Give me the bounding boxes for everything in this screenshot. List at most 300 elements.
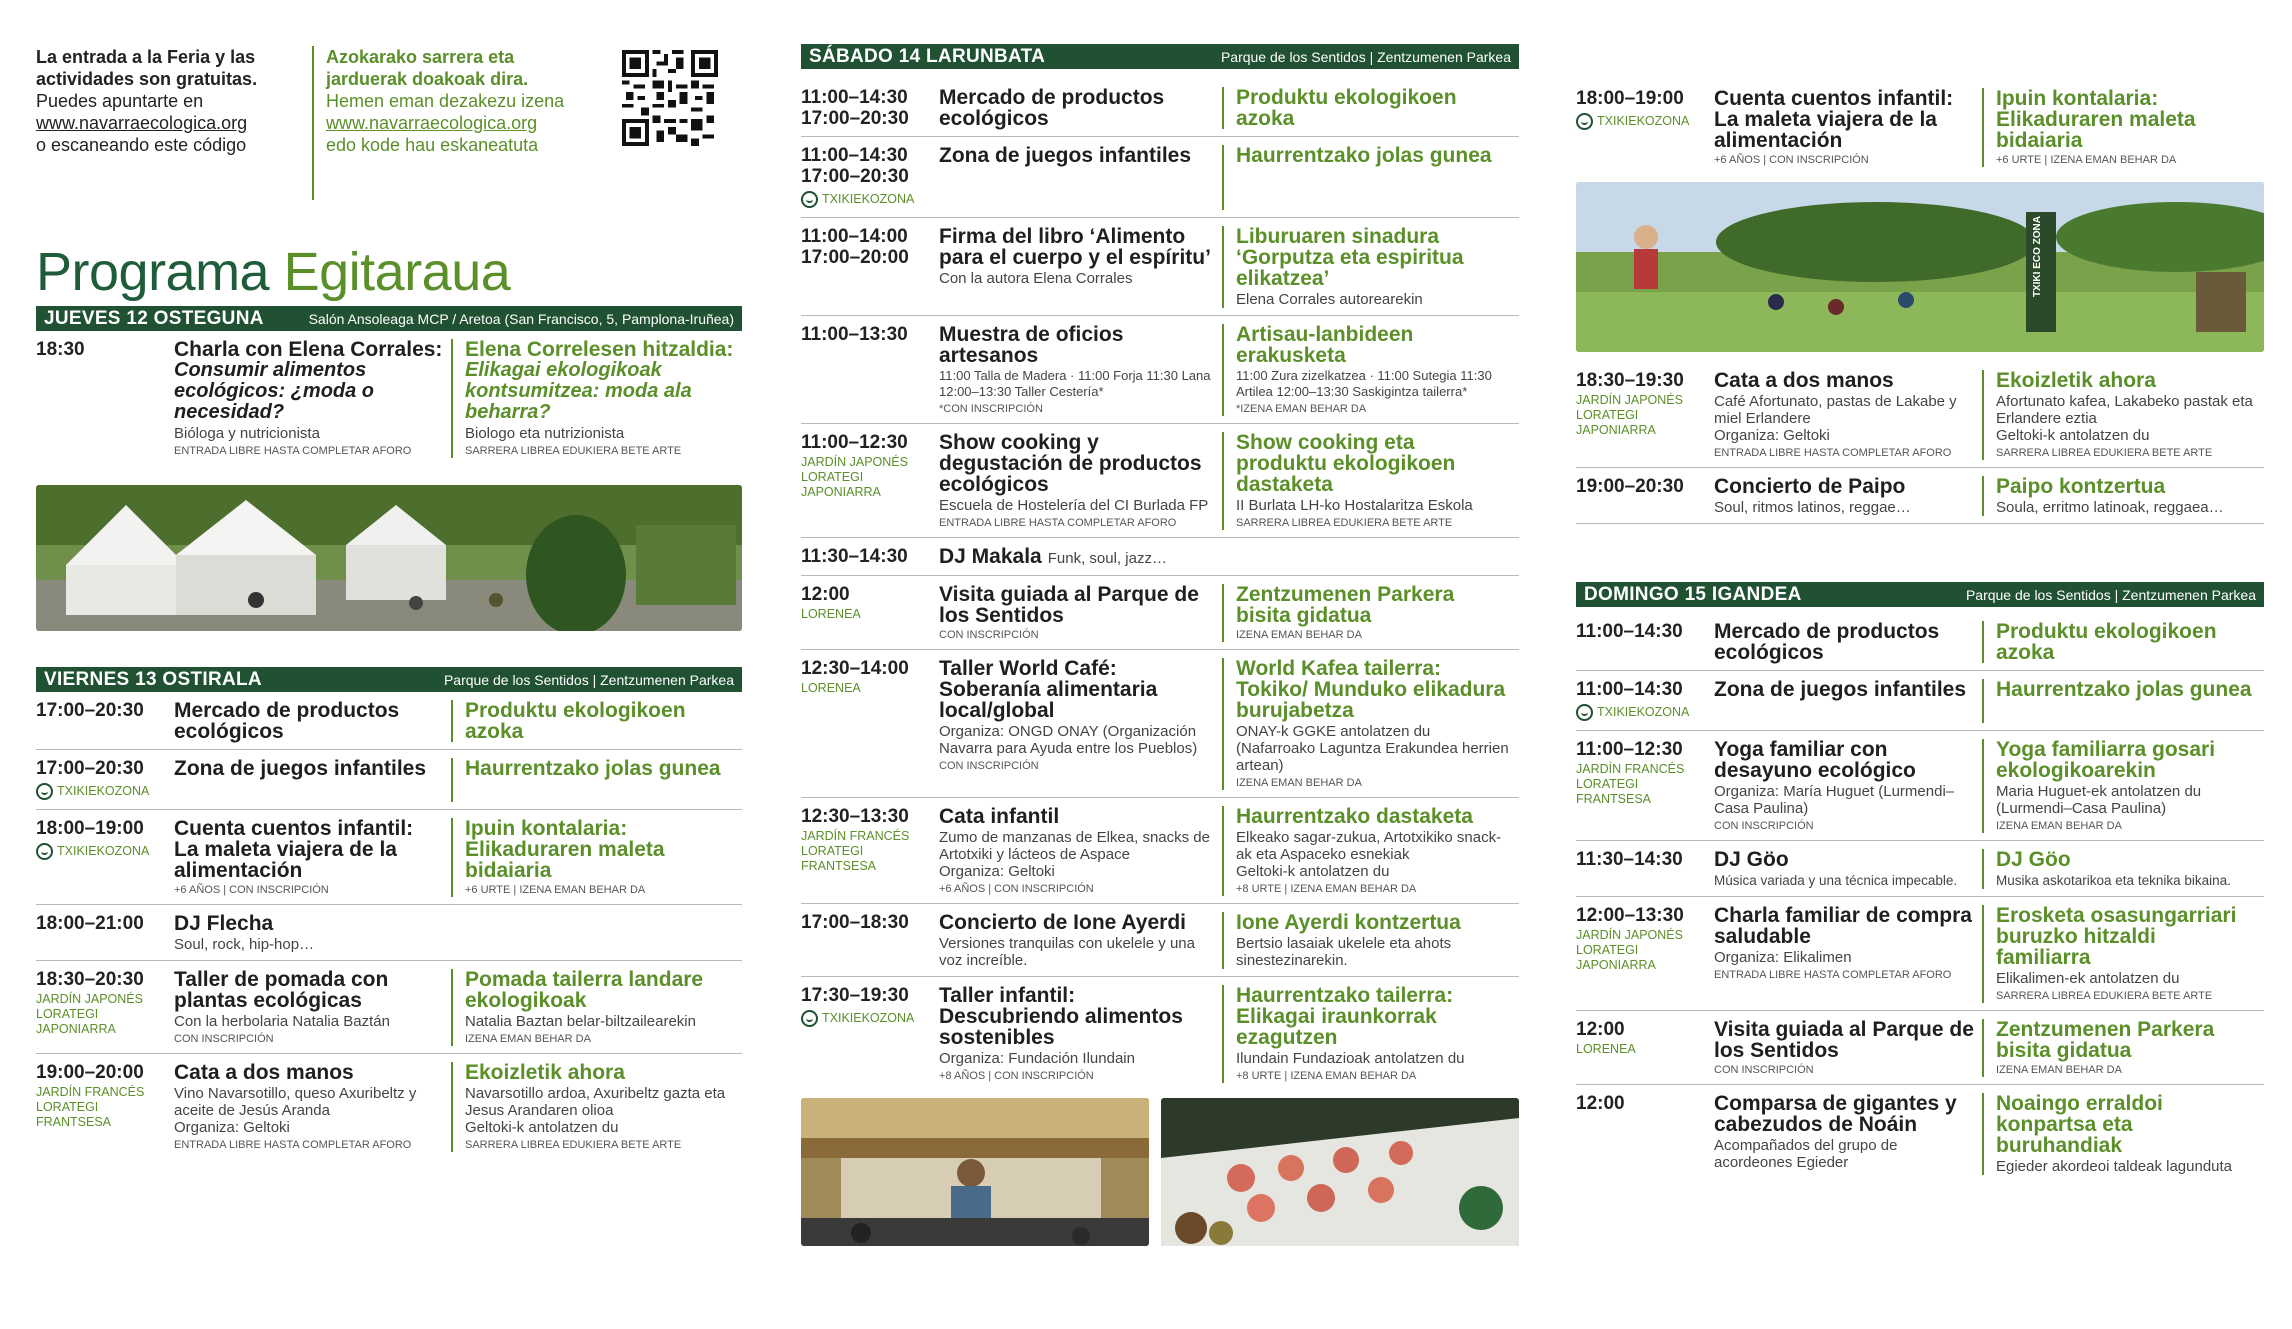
- event-desc-es: Organiza: María Huguet (Lurmendi–Casa Paulina): [1714, 783, 1955, 817]
- event-title-es: DJ Makala: [939, 545, 1042, 568]
- day-header-thursday: [36, 306, 742, 331]
- event-es: [1714, 1019, 1982, 1077]
- event-eu: [1982, 88, 2264, 167]
- event-title-es: Cuenta cuentos infantil: La maleta viajera de la alimentación: [1714, 87, 1954, 152]
- event-es: [1714, 1093, 1982, 1175]
- event-note-eu: +6 URTE | IZENA EMAN BEHAR DA: [1996, 154, 2177, 166]
- event-title-es: Charla familiar de compra saludable: [1714, 904, 1972, 948]
- event-title-es: Zona de juegos infantiles: [939, 144, 1192, 167]
- event-time-block: [36, 818, 174, 897]
- event-title-es: Taller infantil: Descubriendo alimentos sostenibles: [939, 984, 1183, 1049]
- event-time-block: [801, 432, 939, 530]
- day-header-saturday: [801, 44, 1519, 69]
- photo-fair-tents: [36, 485, 742, 631]
- event-title-eu: Zentzumenen Parkera bisita gidatua: [1996, 1018, 2215, 1062]
- event-row: [1576, 468, 2264, 524]
- kids-zone-tag: [36, 841, 174, 862]
- event-time: 11:00–12:30: [801, 432, 908, 453]
- intro-eu-bold: Azokarako sarrera eta jarduerak doakoak dira.: [326, 47, 529, 89]
- event-desc-es: Con la autora Elena Corrales: [939, 270, 1133, 287]
- event-location: JARDÍN JAPONÉS LORATEGI JAPONIARRA: [36, 992, 143, 1036]
- event-desc-eu: Bertsio lasaiak ukelele eta ahots sinestezinarekin.: [1236, 935, 1452, 969]
- event-eu: [451, 758, 742, 802]
- event-title-es: Cata infantil: [939, 805, 1060, 828]
- event-title-eu: Paipo kontzertua: [1996, 475, 2166, 498]
- event-title-eu: Produktu ekologikoen azoka: [1996, 620, 2217, 664]
- event-organizer-es: Organiza: Geltoki: [1714, 427, 1830, 444]
- event-eu: [1982, 1019, 2264, 1077]
- intro-eu: [312, 46, 582, 200]
- event-title-eu: DJ Göo: [1996, 848, 2071, 871]
- day-label: DOMINGO 15 IGANDEA: [1584, 583, 1802, 605]
- event-note-es: CON INSCRIPCIÓN: [1714, 1064, 1814, 1076]
- event-title-eu: Ekoizletik ahora: [1996, 369, 2156, 392]
- event-note-es: *CON INSCRIPCIÓN: [939, 403, 1043, 415]
- event-eu: [1982, 621, 2264, 663]
- kids-zone-tag: [1576, 702, 1714, 723]
- event-es: [1714, 905, 1982, 1003]
- event-desc-eu: Afortunato kafea, Lakabeko pastak eta Erlandere eztia: [1996, 393, 2253, 427]
- event-title-es: Charla con Elena Corrales:: [174, 338, 443, 361]
- event-location: JARDÍN FRANCÉS LORATEGI FRANTSESA: [1576, 762, 1685, 806]
- event-row: [36, 810, 742, 905]
- event-desc-es: Versiones tranquilas con ukelele y una voz increíble.: [939, 935, 1195, 969]
- event-row: [1576, 731, 2264, 841]
- event-eu: [1222, 584, 1519, 642]
- event-note-es: +8 AÑOS | CON INSCRIPCIÓN: [939, 1070, 1094, 1082]
- event-title-eu: Ione Ayerdi kontzertua: [1236, 911, 1461, 934]
- event-time: 19:00–20:30: [1576, 476, 1684, 497]
- event-desc-es: Escuela de Hostelería del CI Burlada FP: [939, 497, 1209, 514]
- kids-zone-tag: [36, 781, 174, 802]
- event-title-eu: Zentzumenen Parkera bisita gidatua: [1236, 583, 1455, 627]
- event-title-eu: Haurrentzako dastaketa: [1236, 805, 1473, 828]
- event-note-eu: SARRERA LIBREA EDUKIERA BETE ARTE: [1996, 990, 2213, 1002]
- event-note-es: ENTRADA LIBRE HASTA COMPLETAR AFORO: [1714, 447, 1952, 459]
- event-eu: [1222, 658, 1519, 790]
- event-time: 12:30–14:00: [801, 658, 909, 679]
- photo-pair: [801, 1098, 1519, 1246]
- event-row: [1576, 897, 2264, 1011]
- event-note-eu: +6 URTE | IZENA EMAN BEHAR DA: [465, 884, 646, 896]
- event-es: [174, 758, 451, 802]
- event-time: 17:30–19:30: [801, 985, 909, 1006]
- event-row: [801, 316, 1519, 424]
- event-time: 12:00: [1576, 1019, 1625, 1040]
- event-note-es: +6 AÑOS | CON INSCRIPCIÓN: [1714, 154, 1869, 166]
- event-note-es: +6 AÑOS | CON INSCRIPCIÓN: [939, 883, 1094, 895]
- event-title-eu: Ipuin kontalaria: Elikaduraren maleta bidaiaria: [465, 817, 665, 882]
- title-es: Programa: [36, 242, 270, 302]
- event-time: 18:30–19:30: [1576, 370, 1684, 391]
- event-eu: [1982, 849, 2264, 889]
- kids-zone-label: TXIKIEKOZONA: [57, 844, 150, 858]
- event-note-eu: IZENA EMAN BEHAR DA: [465, 1033, 591, 1045]
- event-es: [1714, 739, 1982, 833]
- event-time-block: [801, 658, 939, 790]
- event-desc-es: Soul, rock, hip-hop…: [174, 936, 315, 953]
- event-note-eu: IZENA EMAN BEHAR DA: [1996, 820, 2122, 832]
- event-title-es: Zona de juegos infantiles: [174, 757, 427, 780]
- event-row: [36, 1054, 742, 1159]
- event-es: [1714, 849, 1982, 889]
- intro-es-bold: La entrada a la Feria y las actividades son gratuitas.: [36, 47, 258, 89]
- event-row: [801, 904, 1519, 977]
- event-time: 11:00–13:30: [801, 324, 908, 345]
- event-location: LORENEA: [1576, 1042, 1636, 1056]
- event-note-eu: IZENA EMAN BEHAR DA: [1996, 1064, 2122, 1076]
- event-time-block: [1576, 88, 1714, 167]
- event-time-block: [1576, 370, 1714, 460]
- event-time: 11:00–12:30: [1576, 739, 1683, 760]
- event-organizer-es: Organiza: Geltoki: [939, 863, 1055, 880]
- event-subtitle-es: Consumir alimentos ecológicos: ¿moda o necesidad?: [174, 359, 375, 423]
- event-eu: [1982, 739, 2264, 833]
- day-header-friday: [36, 667, 742, 692]
- event-time: 17:00–20:30: [36, 700, 144, 721]
- event-title-eu: Erosketa osasungarriari buruzko hitzaldi familiarra: [1996, 904, 2237, 969]
- qr-code-icon[interactable]: [622, 50, 718, 146]
- event-row: [801, 798, 1519, 904]
- intro-es-link[interactable]: www.navarraecologica.org: [36, 113, 248, 133]
- event-title-es: Muestra de oficios artesanos: [939, 323, 1124, 367]
- event-organizer-eu: Geltoki-k antolatzen du: [1236, 863, 1390, 880]
- event-es: [174, 1062, 451, 1152]
- event-es: [1714, 679, 1982, 723]
- event-row: [1576, 607, 2264, 671]
- event-title-es: Yoga familiar con desayuno ecológico: [1714, 738, 1916, 782]
- event-time: 11:00–14:00 17:00–20:00: [801, 226, 909, 268]
- event-title-eu: Artisau-lanbideen erakusketa: [1236, 323, 1414, 367]
- event-time-block: [801, 145, 939, 210]
- event-eu: [451, 1062, 742, 1152]
- event-note-eu: +8 URTE | IZENA EMAN BEHAR DA: [1236, 1070, 1417, 1082]
- event-location: JARDÍN JAPONÉS LORATEGI JAPONIARRA: [801, 455, 908, 499]
- event-row: [36, 750, 742, 810]
- event-row: [801, 650, 1519, 798]
- event-es: [939, 226, 1222, 308]
- event-time: 18:00–19:00: [36, 818, 144, 839]
- event-row: [36, 692, 742, 750]
- event-location: JARDÍN JAPONÉS LORATEGI JAPONIARRA: [1576, 928, 1683, 972]
- event-time: 18:30–20:30: [36, 969, 144, 990]
- event-time: 11:00–14:30: [1576, 679, 1683, 700]
- event-title-es: Concierto de Paipo: [1714, 475, 1906, 498]
- event-time-block: [1576, 905, 1714, 1003]
- event-eu: [1982, 370, 2264, 460]
- kid-face-icon: [1576, 704, 1593, 721]
- event-title-eu: Ipuin kontalaria: Elikaduraren maleta bidaiaria: [1996, 87, 2196, 152]
- event-desc-es: 11:00 Talla de Madera · 11:00 Forja 11:30 Lana 12:00–13:30 Taller Cestería*: [939, 368, 1211, 399]
- event-time-block: [36, 1062, 174, 1152]
- event-title-eu: Elena Correlesen hitzaldia:: [465, 338, 734, 361]
- event-es: [174, 818, 451, 897]
- event-desc-eu: Biologo eta nutrizionista: [465, 425, 625, 442]
- event-time: 11:30–14:30: [1576, 849, 1683, 870]
- event-desc-eu: Egieder akordeoi taldeak lagunduta: [1996, 1158, 2233, 1175]
- event-es: [174, 339, 451, 458]
- intro-block: [36, 0, 742, 200]
- event-title-es: Mercado de productos ecológicos: [174, 699, 400, 743]
- event-desc-es: Organiza: Elikalimen: [1714, 949, 1852, 966]
- event-desc-eu: ONAY-k GGKE antolatzen du (Nafarroako Laguntza Erakundea herrien artean): [1236, 723, 1509, 774]
- event-eu: [1222, 985, 1519, 1083]
- event-desc-eu: Navarsotillo ardoa, Axuribeltz gazta eta Jesus Arandaren olioa: [465, 1085, 726, 1119]
- intro-eu-link[interactable]: www.navarraecologica.org: [326, 113, 538, 133]
- event-es: [939, 324, 1222, 416]
- event-time: 12:00–13:30: [1576, 905, 1684, 926]
- event-desc-es: Música variada y una técnica impecable.: [1714, 873, 1958, 888]
- event-time: 12:00: [1576, 1093, 1625, 1114]
- event-es: [939, 912, 1222, 969]
- kid-face-icon: [1576, 113, 1593, 130]
- event-desc-es: Café Afortunato, pastas de Lakabe y miel Erlandere: [1714, 393, 1957, 427]
- intro-eu-text: Hemen eman dezakezu izena: [326, 91, 565, 111]
- kids-zone-label: TXIKIEKOZONA: [1597, 705, 1690, 719]
- event-desc-es: Zumo de manzanas de Elkea, snacks de Artotxiki y lácteos de Aspace: [939, 829, 1210, 863]
- event-title-es: Zona de juegos infantiles: [1714, 678, 1967, 701]
- kid-face-icon: [36, 783, 53, 800]
- event-title-es: Comparsa de gigantes y cabezudos de Noáin: [1714, 1092, 1957, 1136]
- event-time-block: [801, 584, 939, 642]
- column-right: [1576, 88, 2264, 1182]
- intro-es-end: o escaneando este código: [36, 135, 247, 155]
- event-note-es: CON INSCRIPCIÓN: [174, 1033, 274, 1045]
- event-row: [1576, 841, 2264, 897]
- kids-zone-tag: [1576, 111, 1714, 132]
- kids-zone-tag: [801, 1008, 939, 1029]
- event-eu: [1982, 905, 2264, 1003]
- kids-zone-label: TXIKIEKOZONA: [822, 192, 915, 206]
- event-eu: [451, 818, 742, 897]
- event-eu: [1222, 226, 1519, 308]
- event-title-es: Taller World Café: Soberanía alimentaria local/global: [939, 657, 1158, 722]
- event-time: 19:00–20:00: [36, 1062, 144, 1083]
- event-title-es: DJ Göo: [1714, 848, 1789, 871]
- event-title-es: Visita guiada al Parque de los Sentidos: [1714, 1018, 1974, 1062]
- event-title-eu: Yoga familiarra gosari ekologikoarekin: [1996, 738, 2216, 782]
- kids-zone-label: TXIKIEKOZONA: [822, 1011, 915, 1025]
- event-note-es: ENTRADA LIBRE HASTA COMPLETAR AFORO: [174, 1139, 412, 1151]
- event-desc-eu: II Burlata LH-ko Hostalaritza Eskola: [1236, 497, 1473, 514]
- event-time: 17:00–20:30: [36, 758, 144, 779]
- event-es: [939, 546, 1519, 568]
- event-eu: [451, 339, 742, 458]
- event-time-block: [1576, 739, 1714, 833]
- event-note-es: ENTRADA LIBRE HASTA COMPLETAR AFORO: [174, 445, 412, 457]
- event-es: [1714, 88, 1982, 167]
- event-row: [801, 69, 1519, 137]
- day-place: Parque de los Sentidos | Zentzumenen Parkea: [443, 671, 734, 688]
- kids-zone-label: TXIKIEKOZONA: [1597, 114, 1690, 128]
- event-time: 18:00–19:00: [1576, 88, 1684, 109]
- kid-face-icon: [36, 843, 53, 860]
- day-place: Parque de los Sentidos | Zentzumenen Parkea: [1220, 48, 1511, 65]
- event-time-block: [1576, 679, 1714, 723]
- event-es: [939, 584, 1222, 642]
- event-es: [1714, 370, 1982, 460]
- kid-face-icon: [801, 191, 818, 208]
- column-middle: [801, 44, 1519, 1246]
- event-note-eu: SARRERA LIBREA EDUKIERA BETE ARTE: [465, 445, 682, 457]
- event-desc-es: Con la herbolaria Natalia Baztán: [174, 1013, 390, 1030]
- event-row: [36, 961, 742, 1054]
- event-eu: [1222, 87, 1519, 129]
- event-note-es: CON INSCRIPCIÓN: [939, 629, 1039, 641]
- event-location: JARDÍN JAPONÉS LORATEGI JAPONIARRA: [1576, 393, 1683, 437]
- event-time-block: [36, 969, 174, 1046]
- event-row: [801, 218, 1519, 316]
- event-title-es: Cata a dos manos: [1714, 369, 1894, 392]
- event-es: [939, 145, 1222, 210]
- event-desc-eu: Natalia Baztan belar-biltzailearekin: [465, 1013, 696, 1030]
- event-es: [174, 700, 451, 742]
- event-title-eu: Produktu ekologikoen azoka: [1236, 86, 1457, 130]
- event-desc-eu: Elena Corrales autorearekin: [1236, 291, 1423, 308]
- event-desc-es: Funk, soul, jazz…: [1047, 550, 1167, 567]
- event-time: 11:00–14:30: [1576, 621, 1683, 642]
- event-desc-es: Organiza: ONGD ONAY (Organización Navarra para Ayuda entre los Pueblos): [939, 723, 1198, 757]
- day-place: Salón Ansoleaga MCP / Aretoa (San Francisco, 5, Pamplona-Iruñea): [308, 310, 734, 327]
- event-eu: [1982, 679, 2264, 723]
- event-desc-es: Organiza: Fundación Ilundain: [939, 1050, 1135, 1067]
- event-row: [36, 331, 742, 465]
- event-es: [939, 432, 1222, 530]
- event-location: JARDÍN FRANCÉS LORATEGI FRANTSESA: [36, 1085, 145, 1129]
- event-row: [801, 977, 1519, 1090]
- event-title-es: Visita guiada al Parque de los Sentidos: [939, 583, 1199, 627]
- event-note-es: +6 AÑOS | CON INSCRIPCIÓN: [174, 884, 329, 896]
- event-desc-es: Bióloga y nutricionista: [174, 425, 320, 442]
- day-place: Parque de los Sentidos | Zentzumenen Parkea: [1965, 586, 2256, 603]
- event-desc-es: Acompañados del grupo de acordeones Egieder: [1714, 1137, 1898, 1171]
- event-es: [939, 87, 1222, 129]
- event-es: [174, 913, 742, 953]
- event-location: LORENEA: [801, 681, 861, 695]
- event-row: [801, 576, 1519, 650]
- event-note-eu: *IZENA EMAN BEHAR DA: [1236, 403, 1367, 415]
- day-label: SÁBADO 14 LARUNBATA: [809, 45, 1046, 67]
- event-desc-eu: 11:00 Zura zizelkatzea · 11:00 Sutegia 11:30 Artilea 12:00–13:30 Saskigintza tailerra*: [1236, 368, 1492, 399]
- event-eu: [1982, 476, 2264, 516]
- photo-food-tasting: [1161, 1098, 1519, 1246]
- event-desc-eu: Soula, erritmo latinoak, reggaea…: [1996, 499, 2224, 516]
- event-title-es: Firma del libro ‘Alimento para el cuerpo y el espíritu’: [939, 225, 1211, 269]
- photo-kids-zone: [1576, 182, 2264, 352]
- event-es: [174, 969, 451, 1046]
- event-note-eu: SARRERA LIBREA EDUKIERA BETE ARTE: [1236, 517, 1453, 529]
- event-time: 12:00: [801, 584, 850, 605]
- event-note-es: ENTRADA LIBRE HASTA COMPLETAR AFORO: [939, 517, 1177, 529]
- event-row: [1576, 1085, 2264, 1182]
- event-title-eu: Pomada tailerra landare ekologikoak: [465, 968, 704, 1012]
- intro-es-text: Puedes apuntarte en: [36, 91, 204, 111]
- event-note-es: CON INSCRIPCIÓN: [939, 760, 1039, 772]
- event-desc-eu: Elikalimen-ek antolatzen du: [1996, 970, 2180, 987]
- event-eu: [1982, 1093, 2264, 1175]
- event-row: [801, 424, 1519, 538]
- kid-face-icon: [801, 1010, 818, 1027]
- event-note-es: ENTRADA LIBRE HASTA COMPLETAR AFORO: [1714, 969, 1952, 981]
- event-location: JARDÍN FRANCÉS LORATEGI FRANTSESA: [801, 829, 910, 873]
- event-title-es: Cuenta cuentos infantil: La maleta viajera de la alimentación: [174, 817, 414, 882]
- event-es: [1714, 476, 1982, 516]
- event-time-block: [801, 985, 939, 1083]
- day-header-sunday: [1576, 582, 2264, 607]
- intro-es: [36, 46, 312, 200]
- photo-show-cooking: [801, 1098, 1149, 1246]
- event-note-eu: IZENA EMAN BEHAR DA: [1236, 629, 1362, 641]
- event-eu: [1222, 912, 1519, 969]
- event-time: 18:00–21:00: [36, 913, 144, 934]
- event-desc-eu: Maria Huguet-ek antolatzen du (Lurmendi–Casa Paulina): [1996, 783, 2202, 817]
- kids-zone-tag: [801, 189, 939, 210]
- event-time-block: [801, 806, 939, 896]
- event-eu: [451, 969, 742, 1046]
- event-desc-eu: Elkeako sagar-zukua, Artotxikiko snack-ak eta Aspaceko esnekiak: [1236, 829, 1502, 863]
- event-organizer-eu: Geltoki-k antolatzen du: [465, 1119, 619, 1136]
- event-time-block: [36, 758, 174, 802]
- event-organizer-eu: Geltoki-k antolatzen du: [1996, 427, 2150, 444]
- event-row: [1576, 1011, 2264, 1085]
- event-desc-eu: Ilundain Fundazioak antolatzen du: [1236, 1050, 1465, 1067]
- intro-eu-end: edo kode hau eskaneatuta: [326, 135, 539, 155]
- event-time: 11:00–14:30 17:00–20:30: [801, 145, 909, 187]
- title-eu: Egitaraua: [283, 242, 511, 302]
- event-desc-es: Soul, ritmos latinos, reggae…: [1714, 499, 1911, 516]
- event-title-eu: Liburuaren sinadura ‘Gorputza eta espiritua elikatzea’: [1236, 225, 1464, 290]
- event-row: [1576, 362, 2264, 468]
- day-label: VIERNES 13 OSTIRALA: [44, 668, 262, 690]
- event-title-es: DJ Flecha: [174, 912, 274, 935]
- event-title-es: Cata a dos manos: [174, 1061, 354, 1084]
- event-note-eu: SARRERA LIBREA EDUKIERA BETE ARTE: [1996, 447, 2213, 459]
- event-eu: [1222, 145, 1519, 210]
- event-row: [801, 137, 1519, 218]
- event-title-eu: Show cooking eta produktu ekologikoen dastaketa: [1236, 431, 1456, 496]
- kids-zone-label: TXIKIEKOZONA: [57, 784, 150, 798]
- event-time-block: [1576, 1019, 1714, 1077]
- event-eu: [451, 700, 742, 742]
- event-desc-es: Vino Navarsotillo, queso Axuribeltz y aceite de Jesús Aranda: [174, 1085, 417, 1119]
- event-eu: [1222, 324, 1519, 416]
- event-note-eu: SARRERA LIBREA EDUKIERA BETE ARTE: [465, 1139, 682, 1151]
- event-note-eu: IZENA EMAN BEHAR DA: [1236, 777, 1362, 789]
- event-title-eu: Haurrentzako tailerra: Elikagai iraunkorrak ezagutzen: [1236, 984, 1454, 1049]
- event-title-es: Mercado de productos ecológicos: [1714, 620, 1940, 664]
- event-title-eu: Produktu ekologikoen azoka: [465, 699, 686, 743]
- column-left: [36, 0, 742, 1159]
- event-row: [36, 905, 742, 961]
- event-time: 18:30: [36, 339, 85, 360]
- event-row: [1576, 671, 2264, 731]
- event-title-eu: Haurrentzako jolas gunea: [1996, 678, 2252, 701]
- event-time: 12:30–13:30: [801, 806, 909, 827]
- event-title-eu: World Kafea tailerra: Tokiko/ Munduko elikadura burujabetza: [1236, 657, 1506, 722]
- event-title-eu: Noaingo erraldoi konpartsa eta buruhandiak: [1996, 1092, 2163, 1157]
- event-row: [801, 538, 1519, 576]
- event-subtitle-eu: Elikagai ekologikoak kontsumitzea: moda ala beharra?: [465, 359, 692, 423]
- event-title-es: Show cooking y degustación de productos ecológicos: [939, 431, 1202, 496]
- event-title-eu: Ekoizletik ahora: [465, 1061, 625, 1084]
- event-title-es: Mercado de productos ecológicos: [939, 86, 1165, 130]
- event-title-es: Concierto de Ione Ayerdi: [939, 911, 1186, 934]
- event-note-eu: +8 URTE | IZENA EMAN BEHAR DA: [1236, 883, 1417, 895]
- event-title-es: Taller de pomada con plantas ecológicas: [174, 968, 389, 1012]
- event-eu: [1222, 806, 1519, 896]
- event-location: LORENEA: [801, 607, 861, 621]
- event-row: [1576, 88, 2264, 174]
